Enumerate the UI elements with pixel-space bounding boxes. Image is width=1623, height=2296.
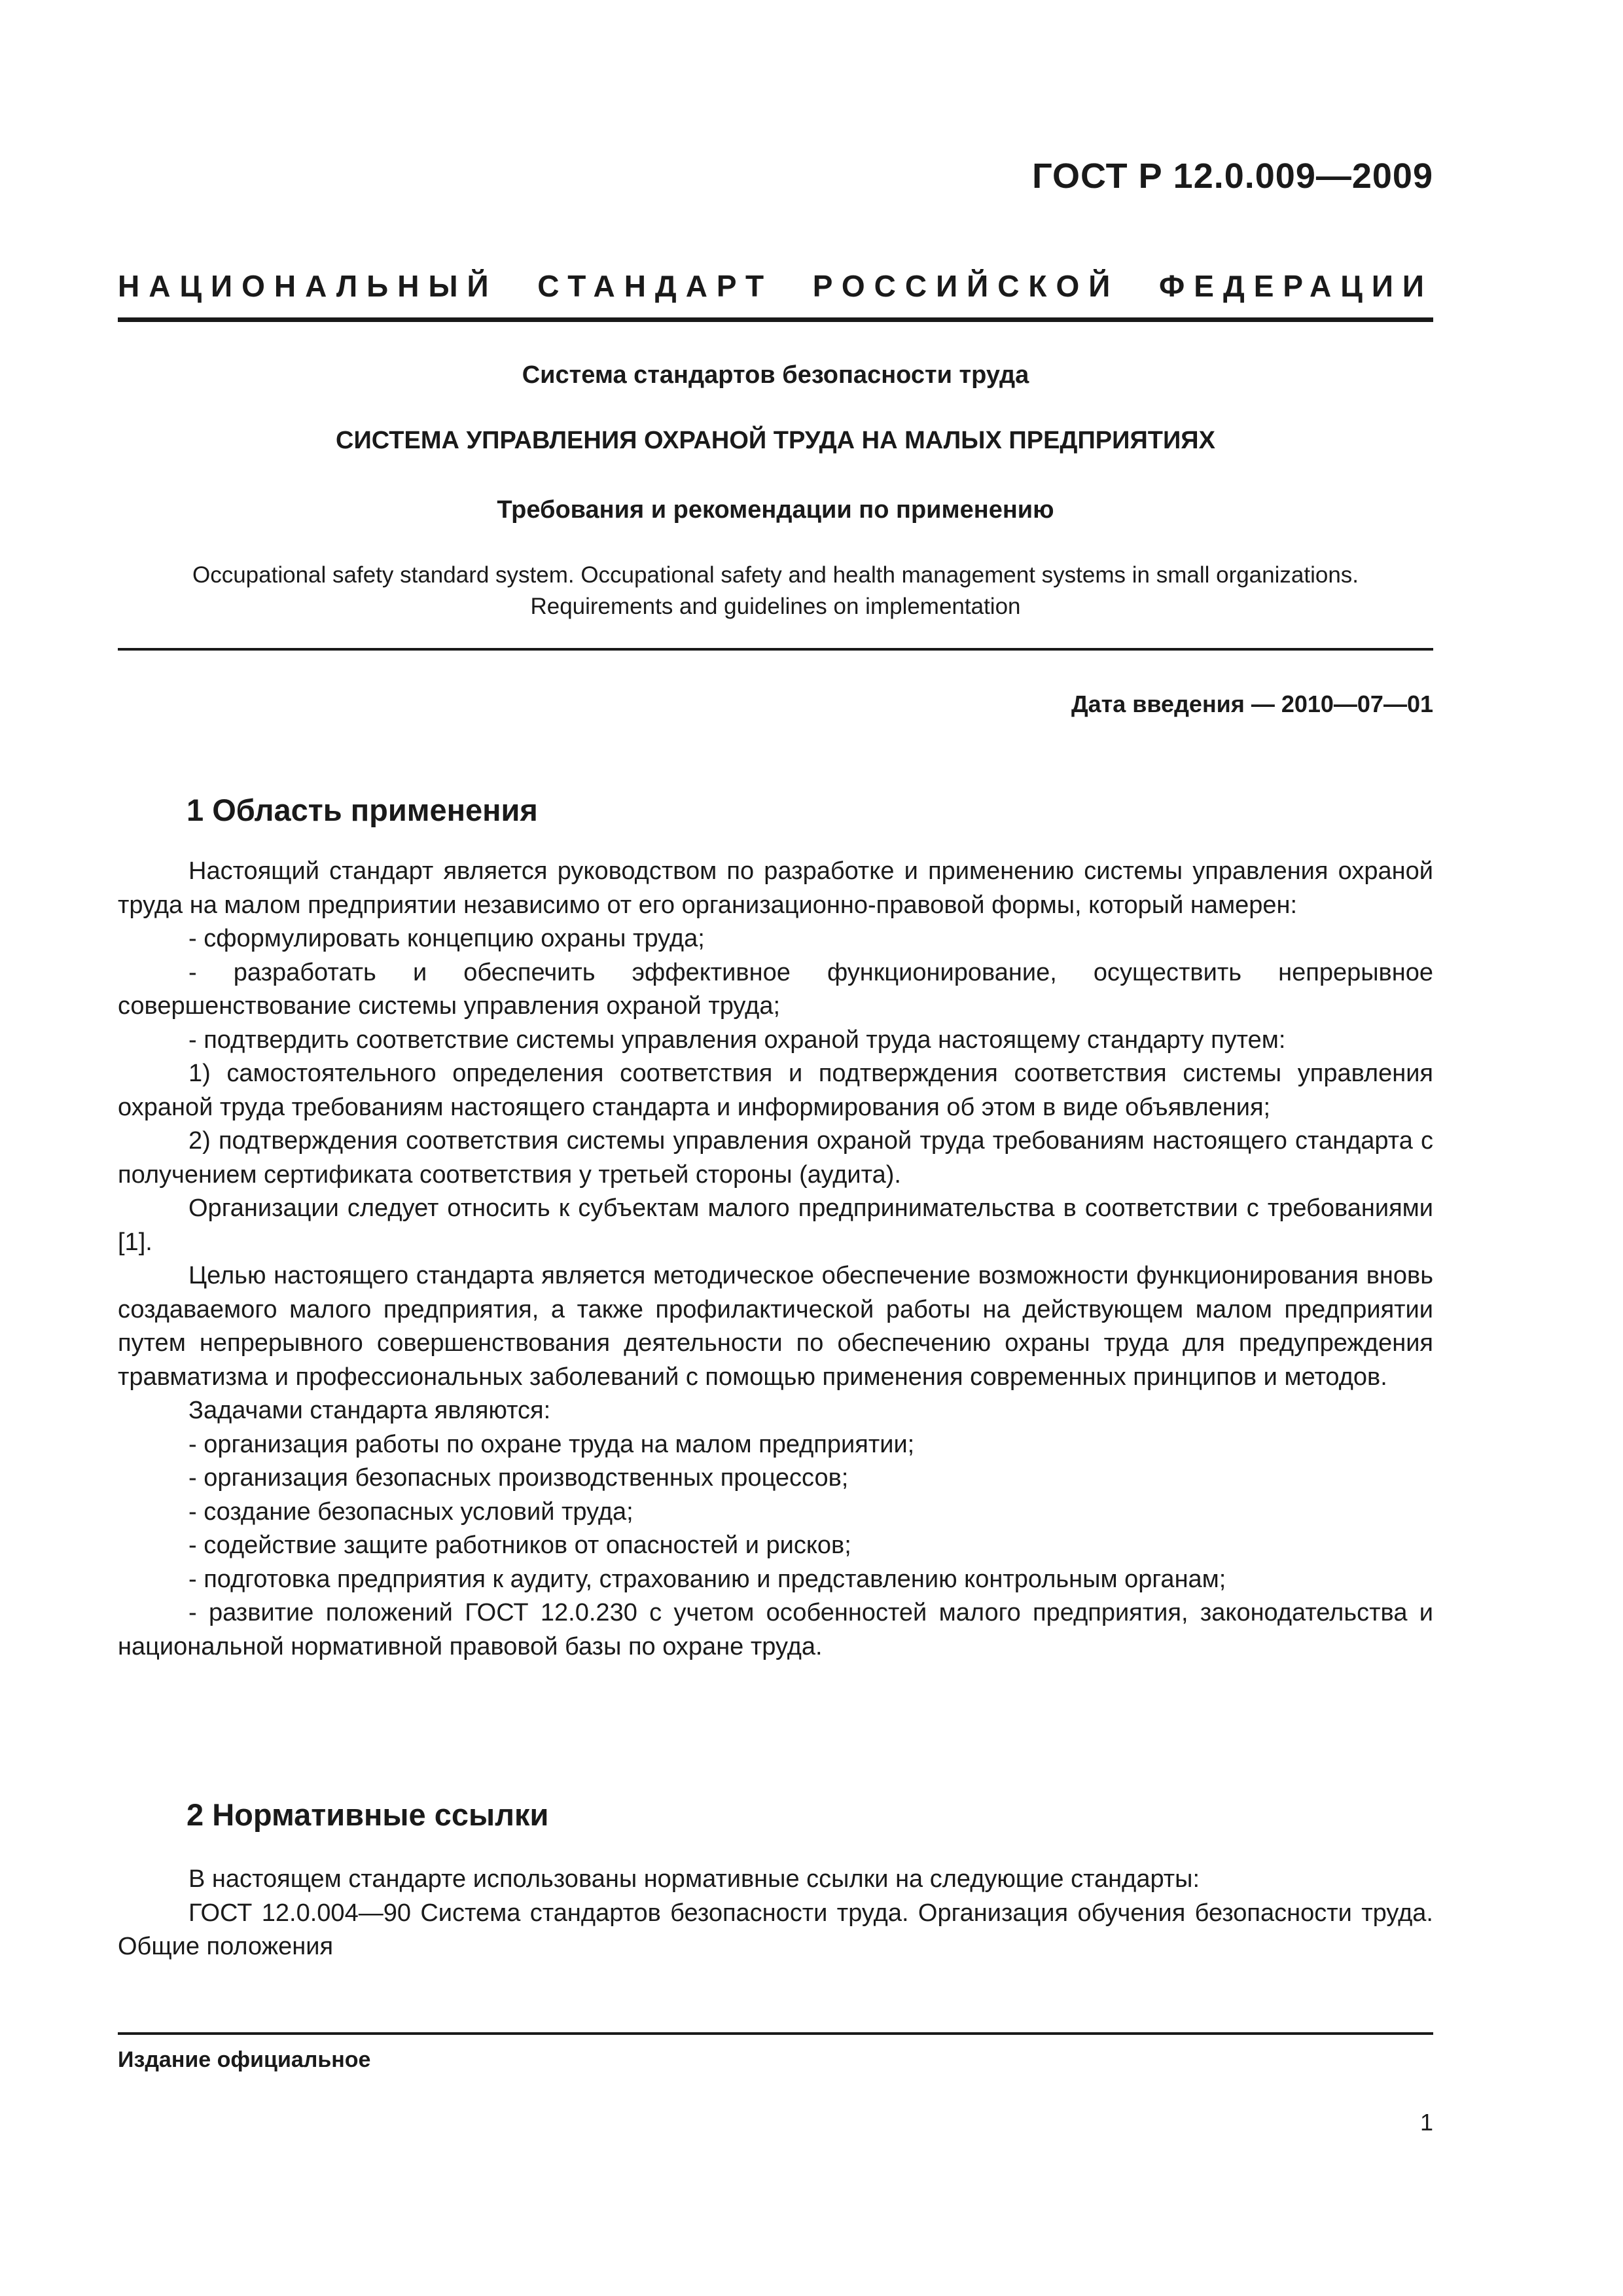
section-heading-scope: 1 Область применения — [187, 793, 538, 827]
document-code: ГОСТ Р 12.0.009—2009 — [1032, 156, 1433, 196]
list-item: - создание безопасных условий труда; — [188, 1498, 633, 1526]
list-item: - разработать и обеспечить эффективное функционирование, осуществить непрерывное совершенствование системы управления охраной труда; — [118, 958, 1433, 1020]
list-item: - подтвердить соответствие системы управления охраной труда настоящему стандарту путем: — [188, 1026, 1286, 1054]
section-references-body — [118, 1863, 1433, 1964]
section-scope-body — [118, 855, 1433, 1664]
list-item: - развитие положений ГОСТ 12.0.230 с учетом особенностей малого предприятия, законодательства и национальной нормативной правовой базы по охране труда. — [118, 1599, 1433, 1660]
list-item: - подготовка предприятия к аудиту, страхованию и представлению контрольным органам; — [188, 1565, 1226, 1593]
paragraph: Задачами стандарта являются: — [188, 1397, 551, 1424]
section-heading-normative-references: 2 Нормативные ссылки — [187, 1797, 549, 1832]
paragraph: Организации следует относить к субъектам малого предпринимательства в соответствии с требованиями [1]. — [118, 1194, 1433, 1256]
document-main-title: СИСТЕМА УПРАВЛЕНИЯ ОХРАНОЙ ТРУДА НА МАЛЫХ ПРЕДПРИЯТИЯХ — [336, 427, 1215, 454]
paragraph: Настоящий стандарт является руководством по разработке и применению системы управления охраной труда на малом предприятии независимо от его организационно-правовой формы, который намерен: — [118, 857, 1433, 919]
list-item: - организация работы по охране труда на малом предприятии; — [188, 1430, 915, 1458]
official-edition-label: Издание официальное — [118, 2047, 371, 2072]
page-number: 1 — [1419, 2109, 1433, 2136]
introduction-date: Дата введения — 2010—07—01 — [1071, 691, 1433, 717]
paragraph: Целью настоящего стандарта является методическое обеспечение возможности функционирования вновь создаваемого малого предприятия, а также профилактической работы на действующем малом предприятии путем непрерывного совершенствования деятельности по обеспечению охраны труда для предупреждения травматизма и профессиональных заболеваний с помощью применения современных принципов и методов. — [118, 1262, 1433, 1391]
english-title-line-1: Occupational safety standard system. Occupational safety and health management systems in small organizations. — [192, 562, 1359, 588]
english-title — [118, 560, 1433, 622]
standard-series-title: Система стандартов безопасности труда — [522, 361, 1029, 389]
english-title-line-2: Requirements and guidelines on implementation — [530, 594, 1021, 619]
list-item: - содействие защите работников от опасностей и рисков; — [188, 1532, 851, 1559]
footer-rule — [118, 2032, 1433, 2035]
list-item: - сформулировать концепцию охраны труда; — [188, 925, 705, 952]
title-rule — [118, 648, 1433, 651]
national-standard-banner: НАЦИОНАЛЬНЫЙ СТАНДАРТ РОССИЙСКОЙ ФЕДЕРАЦИИ — [118, 269, 1433, 303]
document-subtitle: Требования и рекомендации по применению — [497, 496, 1054, 524]
list-item: 2) подтверждения соответствия системы управления охраной труда требованиям настоящего стандарта с получением сертификата соответствия у третьей стороны (аудита). — [118, 1127, 1433, 1189]
paragraph: В настоящем стандарте использованы нормативные ссылки на следующие стандарты: — [188, 1865, 1200, 1893]
list-item: - организация безопасных производственных процессов; — [188, 1464, 849, 1492]
list-item: 1) самостоятельного определения соответствия и подтверждения соответствия системы управления охраной труда требованиям настоящего стандарта и информирования об этом в виде объявления; — [118, 1060, 1433, 1121]
reference-item: ГОСТ 12.0.004—90 Система стандартов безопасности труда. Организация обучения безопасности труда. Общие положения — [118, 1899, 1433, 1960]
header-rule — [118, 317, 1433, 322]
